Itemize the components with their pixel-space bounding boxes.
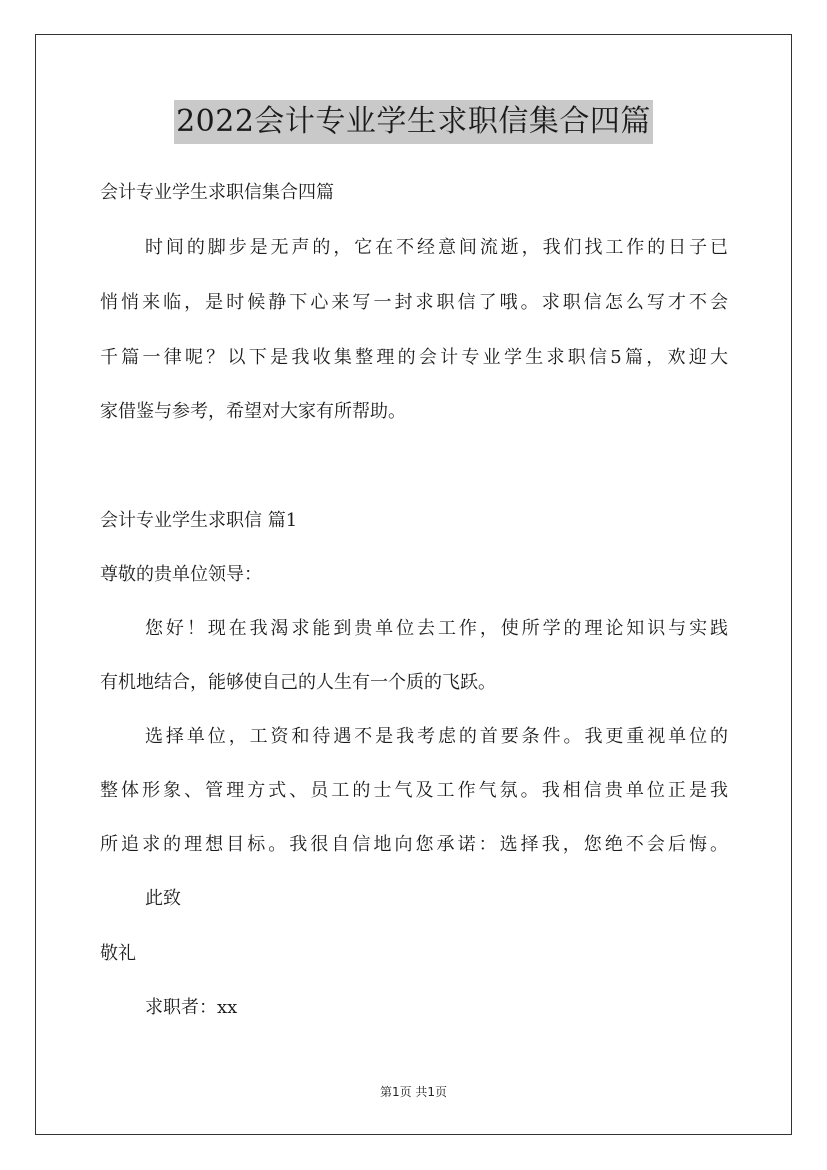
para2-line-1: 选择单位，工资和待遇不是我考虑的首要条件。我更重视单位的 bbox=[145, 726, 728, 747]
document-subtitle: 会计专业学生求职信集合四篇 bbox=[100, 182, 334, 203]
closing-jingli: 敬礼 bbox=[100, 943, 136, 964]
document-title-wrapper bbox=[0, 100, 827, 144]
para2-line-3: 所追求的理想目标。我很自信地向您承诺：选择我，您绝不会后悔。 bbox=[100, 834, 728, 855]
signature: 求职者：xx bbox=[145, 997, 238, 1018]
para1-line-1: 您好！现在我渴求能到贵单位去工作，使所学的理论知识与实践 bbox=[145, 618, 728, 639]
section-heading: 会计专业学生求职信 篇1 bbox=[100, 510, 298, 531]
intro-line-1: 时间的脚步是无声的，它在不经意间流逝，我们找工作的日子已 bbox=[145, 237, 728, 258]
closing-cizhi: 此致 bbox=[145, 888, 181, 909]
intro-line-3: 千篇一律呢？以下是我收集整理的会计专业学生求职信5篇，欢迎大 bbox=[100, 347, 728, 368]
para1-line-2: 有机地结合，能够使自己的人生有一个质的飞跃。 bbox=[100, 672, 496, 693]
intro-line-4: 家借鉴与参考，希望对大家有所帮助。 bbox=[100, 401, 406, 422]
intro-line-2: 悄悄来临，是时候静下心来写一封求职信了哦。求职信怎么写才不会 bbox=[100, 292, 728, 313]
page-footer: 第1页 共1页 bbox=[379, 1085, 448, 1099]
para2-line-2: 整体形象、管理方式、员工的士气及工作气氛。我相信贵单位正是我 bbox=[100, 780, 728, 801]
salutation: 尊敬的贵单位领导： bbox=[100, 564, 262, 585]
document-title: 2022会计专业学生求职信集合四篇 bbox=[174, 100, 653, 144]
